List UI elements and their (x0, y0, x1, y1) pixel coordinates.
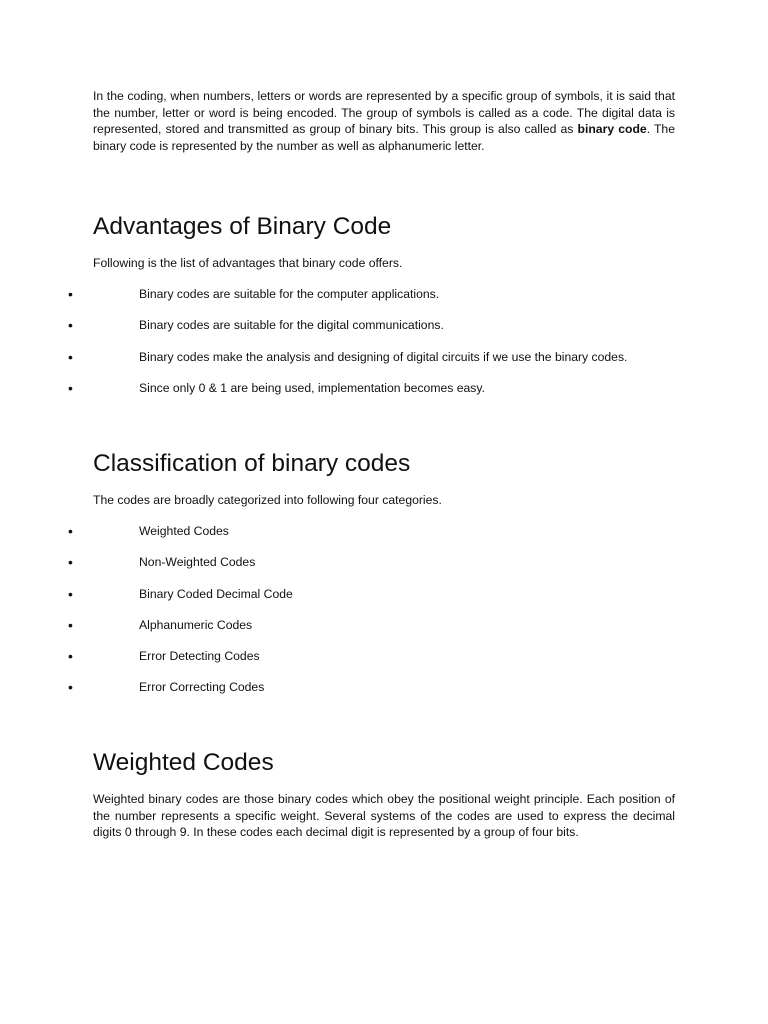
list-item-text: Alphanumeric Codes (139, 617, 253, 632)
list-item-text: Binary codes make the analysis and designing of digital circuits if we use the binary codes. (139, 349, 628, 364)
advantages-lead: Following is the list of advantages that binary code offers. (93, 256, 403, 270)
bullet-icon: • (68, 348, 73, 365)
list-item (0, 679, 768, 710)
intro-paragraph (93, 88, 675, 154)
bullet-icon: • (68, 379, 73, 396)
list-item-text: Binary Coded Decimal Code (139, 586, 293, 601)
bullet-icon: • (68, 648, 73, 665)
bullet-icon: • (68, 585, 73, 602)
list-item-text: Binary codes are suitable for the computer applications. (139, 287, 440, 301)
bullet-icon: • (68, 286, 73, 302)
classification-list (0, 523, 768, 711)
bullet-icon: • (68, 317, 73, 334)
list-item-text: Binary codes are suitable for the digital communications. (139, 318, 444, 333)
list-item (0, 554, 768, 585)
weighted-codes-paragraph: Weighted binary codes are those binary codes which obey the positional weight principle. Each position of the number represents a specific weight. Several systems of the codes are used to express the decimal digits 0 through 9. In these codes each decimal digit is represented by a group of four bits. (93, 792, 675, 840)
intro-text-before-bold: In the coding, when numbers, letters or words are represented by a specific group of symbols, it is said that the number, letter or word is being encoded. The group of symbols is called as a code. The digital data is represented, stored and transmitted as group of binary bits. This group is also called as (93, 89, 675, 137)
bullet-icon: • (68, 679, 73, 696)
advantages-list (0, 286, 768, 411)
list-item (0, 648, 768, 679)
list-item (0, 523, 768, 554)
list-item (0, 349, 768, 380)
list-item (0, 286, 768, 317)
classification-lead: The codes are broadly categorized into following four categories. (93, 493, 442, 507)
bullet-icon: • (68, 554, 73, 571)
bullet-icon: • (68, 616, 73, 633)
intro-text-after-bold: . The binary code is represented by the number as well as alphanumeric letter. (93, 122, 675, 153)
list-item-text: Since only 0 & 1 are being used, implementation becomes easy. (139, 380, 485, 395)
list-item (0, 380, 768, 411)
bullet-icon: • (68, 523, 73, 539)
list-item-text: Non-Weighted Codes (139, 555, 256, 570)
intro-bold-term: binary code (577, 122, 647, 137)
list-item (0, 586, 768, 617)
list-item-text: Weighted Codes (139, 524, 229, 538)
weighted-codes-heading: Weighted Codes (93, 749, 274, 776)
classification-heading: Classification of binary codes (93, 450, 411, 477)
list-item-text: Error Detecting Codes (139, 649, 260, 664)
advantages-heading: Advantages of Binary Code (93, 213, 392, 240)
list-item (0, 617, 768, 648)
list-item (0, 317, 768, 348)
list-item-text: Error Correcting Codes (139, 680, 265, 695)
